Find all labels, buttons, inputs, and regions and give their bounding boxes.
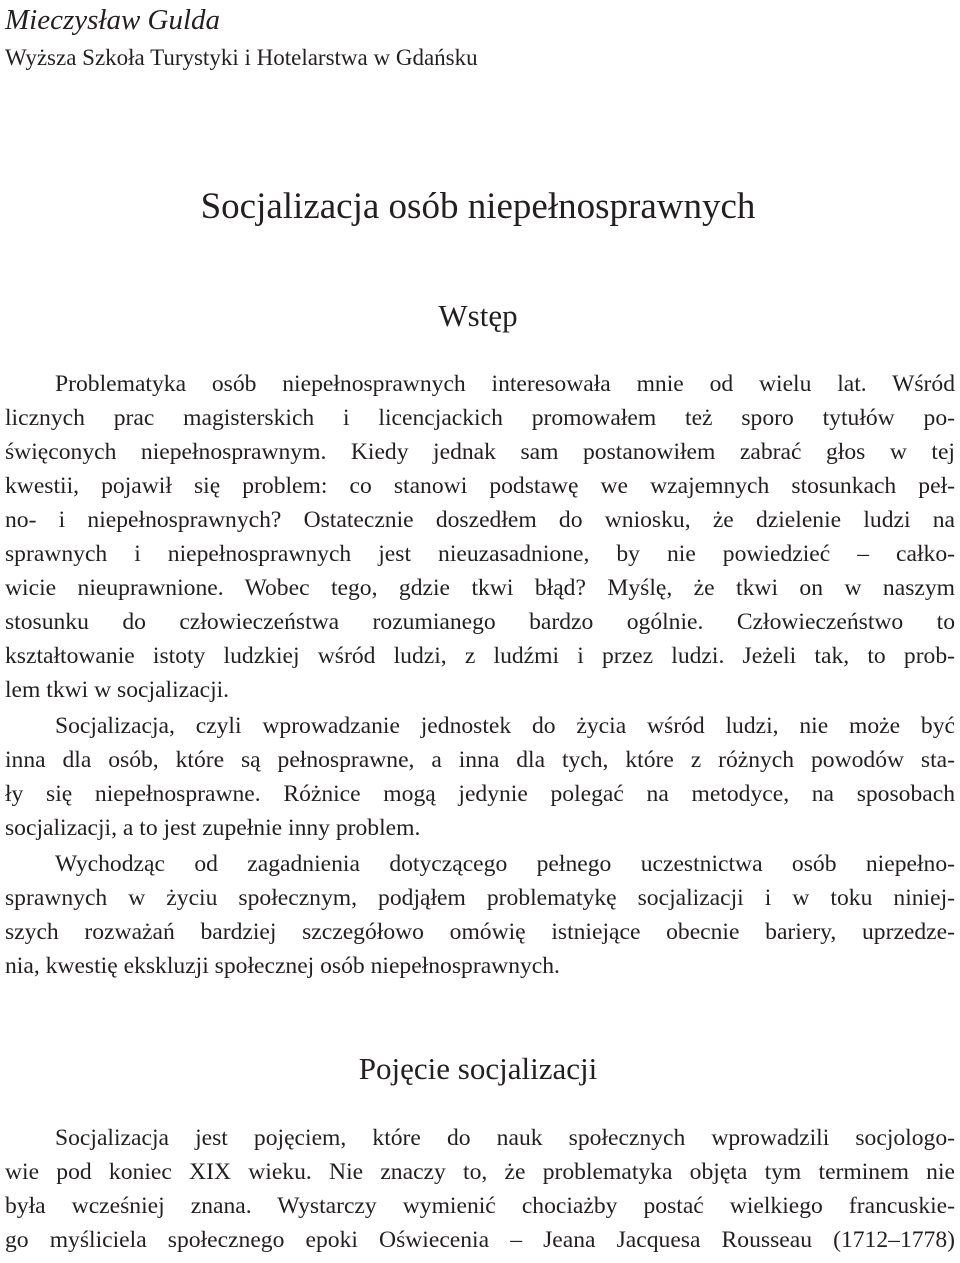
author-name: Mieczysław Gulda xyxy=(5,4,221,36)
paragraph-line: Wychodząc od zagadnienia dotyczącego pełnego uczestnictwa osób niepełno- xyxy=(55,851,955,877)
paragraph-line: wicie nieuprawnione. Wobec tego, gdzie tkwi błąd? Myślę, że tkwi on w naszym xyxy=(5,575,955,601)
paragraph-intro-1 xyxy=(5,367,955,707)
paragraph-line: socjalizacji, a to jest zupełnie inny problem. xyxy=(5,815,421,841)
paragraph-intro-2 xyxy=(5,709,955,845)
article-title xyxy=(0,184,960,230)
paragraph-line: Socjalizacja jest pojęciem, które do nauk społecznych wprowadzili socjologo- xyxy=(55,1125,955,1151)
section-heading-wstep xyxy=(0,296,960,336)
paragraph-line: była wcześniej znana. Wystarczy wymienić chociażby postać wielkiego francuskie- xyxy=(5,1193,955,1219)
paragraph-line: go myśliciela społecznego epoki Oświecenia – Jeana Jacquesa Rousseau (1712–1778) xyxy=(5,1227,955,1253)
paragraph-line: stosunku do człowieczeństwa rozumianego bardzo ogólnie. Człowieczeństwo to xyxy=(5,609,955,635)
paragraph-line: licznych prac magisterskich i licencjackich promowałem też sporo tytułów po- xyxy=(5,405,955,431)
paragraph-line: święconych niepełnosprawnym. Kiedy jednak sam postanowiłem zabrać głos w tej xyxy=(5,439,955,465)
paragraph-line: Problematyka osób niepełnosprawnych interesowała mnie od wielu lat. Wśród xyxy=(55,371,955,397)
section-heading-pojecie-socjalizacji xyxy=(0,1049,960,1089)
paragraph-concept-1 xyxy=(5,1121,955,1257)
paragraph-line: kształtowanie istoty ludzkiej wśród ludzi, z ludźmi i przez ludzi. Jeżeli tak, to prob- xyxy=(5,643,955,669)
paragraph-line: sprawnych w życiu społecznym, podjąłem problematykę socjalizacji i w toku niniej- xyxy=(5,885,955,911)
paragraph-line: lem tkwi w socjalizacji. xyxy=(5,677,230,703)
article-title-text: Socjalizacja osób niepełnosprawnych xyxy=(200,186,756,227)
paragraph-line: nia, kwestię ekskluzji społecznej osób niepełnosprawnych. xyxy=(5,953,560,979)
paragraph-line: wie pod koniec XIX wieku. Nie znaczy to, że problematyka objęta tym terminem nie xyxy=(5,1159,955,1185)
paragraph-line: ły się niepełnosprawne. Różnice mogą jedynie polegać na metodyce, na sposobach xyxy=(5,781,955,807)
paragraph-line: no- i niepełnosprawnych? Ostatecznie doszedłem do wniosku, że dzielenie ludzi na xyxy=(5,507,955,533)
paragraph-line: inna dla osób, które są pełnosprawne, a inna dla tych, które z różnych powodów sta- xyxy=(5,747,955,773)
paragraph-line: Socjalizacja, czyli wprowadzanie jednostek do życia wśród ludzi, nie może być xyxy=(55,713,955,739)
paragraph-line: sprawnych i niepełnosprawnych jest nieuzasadnione, by nie powiedzieć – całko- xyxy=(5,541,955,567)
section-heading-pojecie-text: Pojęcie socjalizacji xyxy=(358,1051,598,1086)
paragraph-intro-3 xyxy=(5,847,955,983)
paragraph-line: kwestii, pojawił się problem: co stanowi podstawę we wzajemnych stosunkach peł- xyxy=(5,473,955,499)
author-affiliation: Wyższa Szkoła Turystyki i Hotelarstwa w Gdańsku xyxy=(5,45,478,70)
paragraph-line: szych rozważań bardziej szczegółowo omówię istniejące obecnie bariery, uprzedze- xyxy=(5,919,955,945)
section-heading-wstep-text: Wstęp xyxy=(438,298,518,333)
